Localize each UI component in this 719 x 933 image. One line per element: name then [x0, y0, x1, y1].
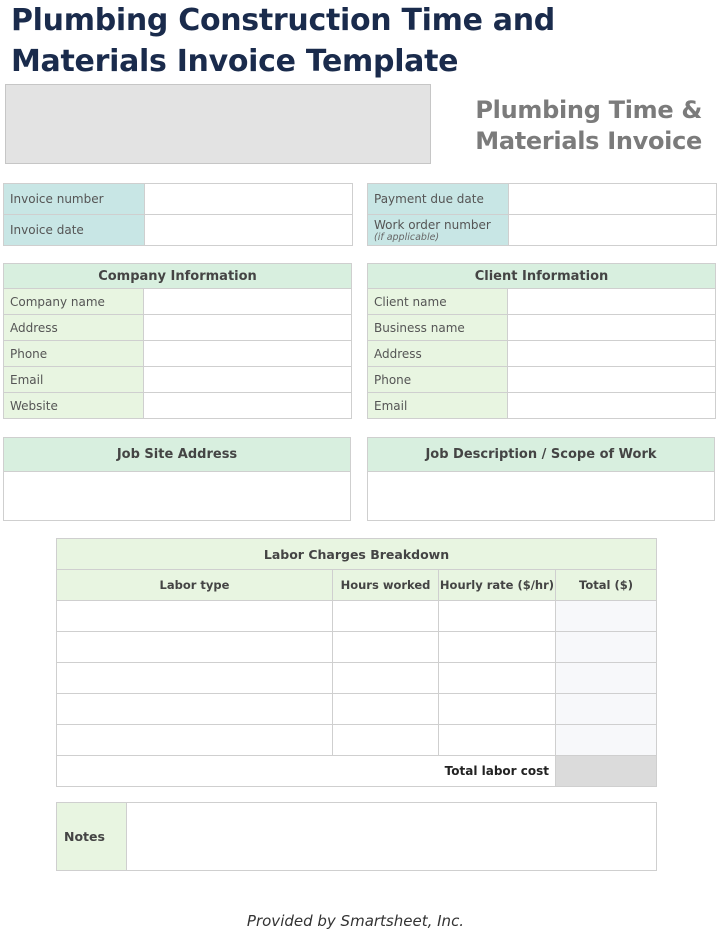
hours-worked-cell[interactable]: [333, 632, 439, 663]
row-total-cell[interactable]: [556, 632, 657, 663]
notes-table: [56, 802, 657, 871]
company-email-label: Email: [4, 367, 144, 393]
client-name-label: Client name: [368, 289, 508, 315]
total-labor-cost-label: Total labor cost: [57, 756, 556, 787]
payment-due-field[interactable]: [509, 184, 717, 215]
labor-charges-table: [56, 538, 657, 787]
notes-field[interactable]: [127, 803, 657, 871]
business-name-label: Business name: [368, 315, 508, 341]
row-total-cell[interactable]: [556, 694, 657, 725]
labor-type-cell[interactable]: [57, 725, 333, 756]
client-email-label: Email: [368, 393, 508, 419]
company-address-field[interactable]: [144, 315, 352, 341]
total-header: Total ($): [556, 570, 657, 601]
client-email-field[interactable]: [508, 393, 716, 419]
labor-type-cell[interactable]: [57, 601, 333, 632]
job-description-field[interactable]: [368, 472, 715, 521]
company-name-field[interactable]: [144, 289, 352, 315]
client-info-header: Client Information: [368, 264, 716, 289]
job-description-table: [367, 437, 715, 521]
table-row: [57, 663, 657, 694]
client-name-field[interactable]: [508, 289, 716, 315]
logo-placeholder[interactable]: [5, 84, 431, 164]
job-site-header: Job Site Address: [4, 438, 351, 472]
hours-worked-header: Hours worked: [333, 570, 439, 601]
table-row: [57, 632, 657, 663]
hours-worked-cell[interactable]: [333, 725, 439, 756]
table-row: [57, 601, 657, 632]
invoice-date-label: Invoice date: [4, 215, 145, 246]
invoice-heading: Plumbing Time & Materials Invoice: [475, 96, 702, 155]
row-total-cell[interactable]: [556, 663, 657, 694]
hourly-rate-cell[interactable]: [439, 694, 556, 725]
invoice-info-left: [3, 183, 353, 246]
work-order-sublabel: (if applicable): [374, 231, 440, 243]
payment-due-label: Payment due date: [368, 184, 509, 215]
company-phone-label: Phone: [4, 341, 144, 367]
work-order-label-text: Work order number: [374, 217, 491, 232]
page-title: Plumbing Construction Time and Materials Invoice Template: [11, 3, 555, 79]
row-total-cell[interactable]: [556, 725, 657, 756]
labor-type-header: Labor type: [57, 570, 333, 601]
job-site-table: [3, 437, 351, 521]
labor-type-cell[interactable]: [57, 694, 333, 725]
invoice-number-label: Invoice number: [4, 184, 145, 215]
client-address-label: Address: [368, 341, 508, 367]
row-total-cell[interactable]: [556, 601, 657, 632]
client-address-field[interactable]: [508, 341, 716, 367]
client-info-table: [367, 263, 716, 419]
labor-charges-title: Labor Charges Breakdown: [57, 539, 657, 570]
hours-worked-cell[interactable]: [333, 601, 439, 632]
client-phone-field[interactable]: [508, 367, 716, 393]
company-info-table: [3, 263, 352, 419]
invoice-date-field[interactable]: [145, 215, 353, 246]
company-address-label: Address: [4, 315, 144, 341]
labor-type-cell[interactable]: [57, 663, 333, 694]
hourly-rate-cell[interactable]: [439, 601, 556, 632]
total-labor-cost-value[interactable]: [556, 756, 657, 787]
hours-worked-cell[interactable]: [333, 663, 439, 694]
business-name-field[interactable]: [508, 315, 716, 341]
work-order-label: [368, 215, 509, 246]
hourly-rate-cell[interactable]: [439, 725, 556, 756]
invoice-number-field[interactable]: [145, 184, 353, 215]
notes-label: Notes: [57, 803, 127, 871]
invoice-info-right: [367, 183, 717, 246]
client-phone-label: Phone: [368, 367, 508, 393]
company-name-label: Company name: [4, 289, 144, 315]
footer-credit: Provided by Smartsheet, Inc.: [246, 912, 465, 930]
company-website-label: Website: [4, 393, 144, 419]
labor-type-cell[interactable]: [57, 632, 333, 663]
hourly-rate-cell[interactable]: [439, 632, 556, 663]
company-phone-field[interactable]: [144, 341, 352, 367]
job-description-header: Job Description / Scope of Work: [368, 438, 715, 472]
company-email-field[interactable]: [144, 367, 352, 393]
job-site-field[interactable]: [4, 472, 351, 521]
hourly-rate-header: Hourly rate ($/hr): [439, 570, 556, 601]
table-row: [57, 725, 657, 756]
hourly-rate-cell[interactable]: [439, 663, 556, 694]
hours-worked-cell[interactable]: [333, 694, 439, 725]
company-website-field[interactable]: [144, 393, 352, 419]
work-order-field[interactable]: [509, 215, 717, 246]
table-row: [57, 694, 657, 725]
company-info-header: Company Information: [4, 264, 352, 289]
